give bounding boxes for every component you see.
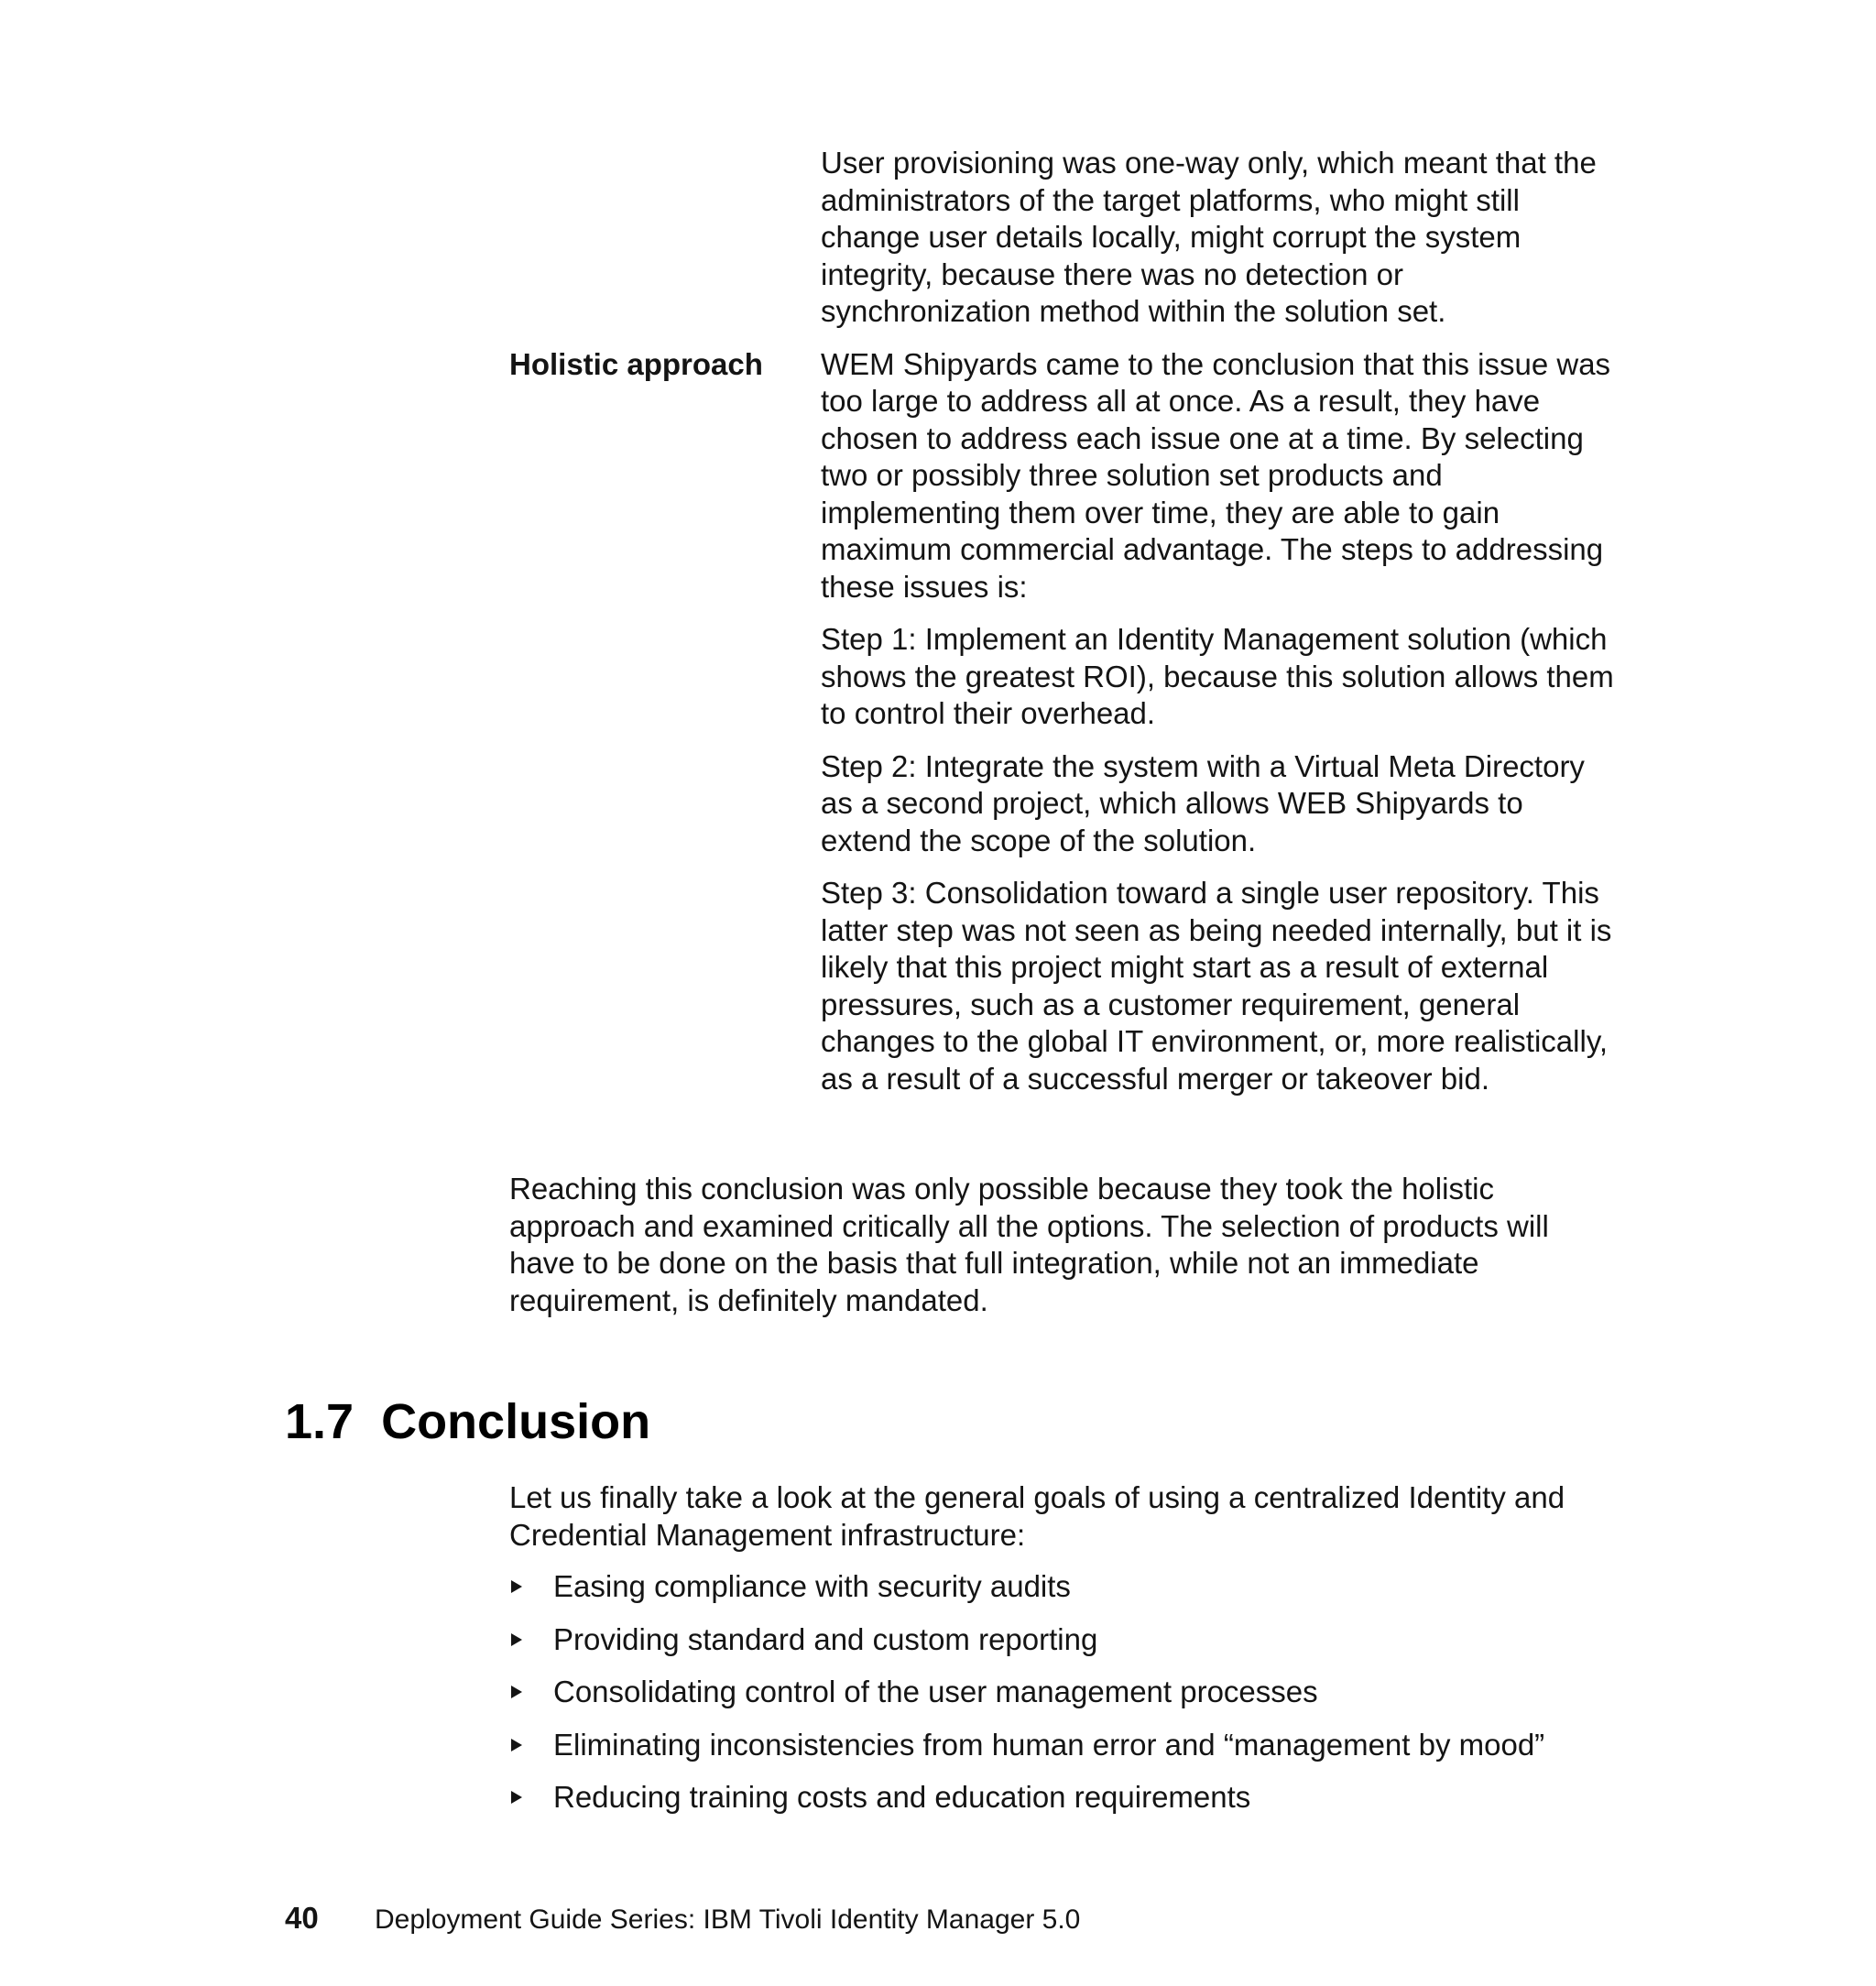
step-3-paragraph: Step 3: Consolidation toward a single user repository. This latter step was not seen as being needed internally, but it is likely that this project might start as a result of external pressures, such as a customer requirement, general changes to the global IT environment, or, more realistically, as a result of a successful merger or takeover bid. (821, 876, 1612, 1096)
section-number: 1.7 (285, 1394, 354, 1449)
list-item-text: Providing standard and custom reporting (553, 1621, 1098, 1656)
definition-block (509, 145, 1618, 1113)
holistic-paragraph: WEM Shipyards came to the conclusion that this issue was too large to address all at once. As a result, they have chosen to address each issue one at a time. By selecting two or possibly three solution set products and implementing them over time, they are able to gain maximum commercial advantage. The steps to addressing these issues is: (821, 346, 1611, 604)
step-1-paragraph: Step 1: Implement an Identity Management solution (which shows the greatest ROI), because this solution allows them to control their overhead. (821, 622, 1614, 730)
page-footer (285, 1902, 1080, 1937)
definition-body (821, 346, 1618, 1114)
definition-term: Holistic approach (509, 346, 763, 381)
list-item-text: Reducing training costs and education requirements (553, 1780, 1251, 1814)
footer-title: Deployment Guide Series: IBM Tivoli Identity Manager 5.0 (375, 1904, 1081, 1935)
section-title: Conclusion (381, 1394, 651, 1449)
list-item (509, 1674, 1618, 1711)
goals-list (509, 1568, 1618, 1832)
definition-row-holistic (509, 346, 1618, 1114)
triangle-bullet-icon (509, 1727, 553, 1763)
closing-paragraph: Reaching this conclusion was only possible because they took the holistic approach and examined critically all the options. The selection of products will have to be done on the basis that full integration, while not an immediate requirement, is definitely mandated. (509, 1172, 1549, 1317)
section-heading (285, 1392, 650, 1451)
triangle-bullet-icon (509, 1779, 553, 1816)
step-2-paragraph: Step 2: Integrate the system with a Virtual Meta Directory as a second project, which allows WEB Shipyards to extend the scope of the solution. (821, 748, 1585, 857)
triangle-bullet-icon (509, 1568, 553, 1605)
conclusion-intro: Let us finally take a look at the general goals of using a centralized Identity and Credential Management infrastructure: (509, 1480, 1565, 1552)
continuation-paragraph: User provisioning was one-way only, which meant that the administrators of the target platforms, who might still change user details locally, might corrupt the system integrity, because there was no detection or synchronization method within the solution set. (821, 146, 1597, 328)
triangle-bullet-icon (509, 1621, 553, 1658)
list-item-text: Easing compliance with security audits (553, 1569, 1071, 1603)
list-item (509, 1779, 1618, 1817)
list-item (509, 1621, 1618, 1659)
list-item (509, 1568, 1618, 1606)
continuation-block (821, 145, 1618, 331)
list-item-text: Eliminating inconsistencies from human error and “management by mood” (553, 1727, 1545, 1762)
triangle-bullet-icon (509, 1674, 553, 1710)
page-number: 40 (285, 1901, 319, 1935)
list-item (509, 1727, 1618, 1764)
list-item-text: Consolidating control of the user management processes (553, 1675, 1318, 1708)
